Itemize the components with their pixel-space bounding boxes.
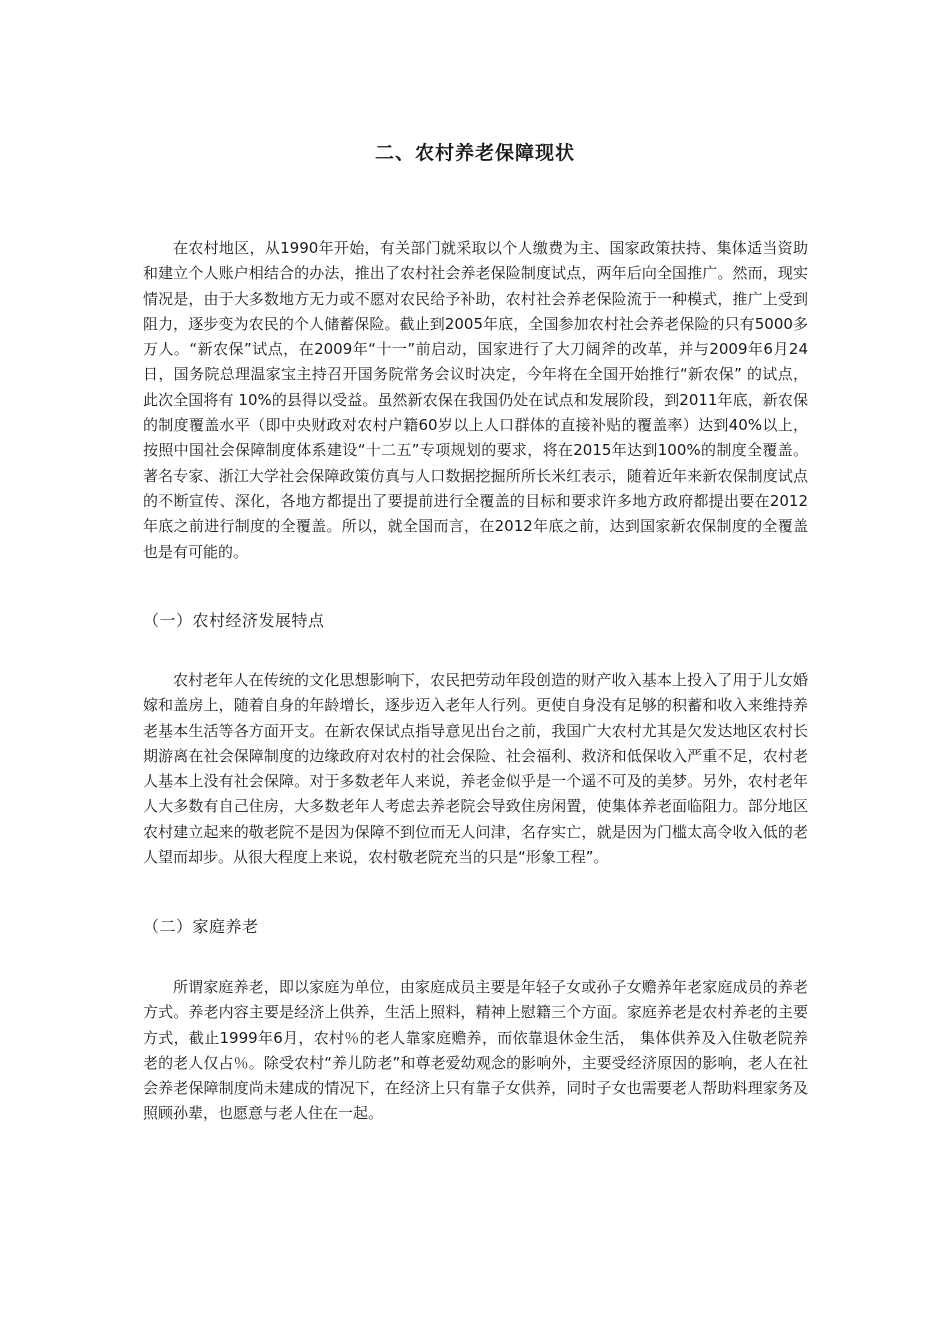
section-heading-family: （二）家庭养老 <box>143 917 259 936</box>
family-paragraph: 所谓家庭养老，即以家庭为单位，由家庭成员主要是年轻子女或孙子女赡养年老家庭成员的养老方式。养老内容主要是经济上供养，生活上照料，精神上慰籍三个方面。家庭养老是农村养老的主要方式，截止1999年6月，农村％的老人靠家庭赡养，而依靠退休金生活， 集体供养及入住敬老院养老的老人仅占％。除受农村“养儿防老”和尊老爱幼观念的影响外，主要受经济原因的影响，老人在社会养老保障制度尚未建成的情况下，在经济上只有靠子女供养，同时子女也需要老人帮助料理家务及照顾孙辈，也愿意与老人住在一起。 <box>143 978 808 1123</box>
economy-paragraph: 农村老年人在传统的文化思想影响下，农民把劳动年段创造的财产收入基本上投入了用于儿女婚嫁和盖房上，随着自身的年龄增长，逐步迈入老年人行列。更使自身没有足够的积蓄和收入来维持养老基本生活等各方面开支。在新农保试点指导意见出台之前，我国广大农村尤其是欠发达地区农村长期游离在社会保障制度的边缘政府对农村的社会保险、社会福利、救济和低保收入严重不足，农村老人基本上没有社会保障。对于多数老年人来说，养老金似乎是一个遥不可及的美梦。另外，农村老年人大多数有自己住房，大多数老年人考虑去养老院会导致住房闲置，使集体养老面临阻力。部分地区农村建立起来的敬老院不是因为保障不到位而无人问津，名存实亡，就是因为门槛太高令收入低的老人望而却步。从很大程度上来说，农村敬老院充当的只是“形象工程”。 <box>143 671 808 867</box>
intro-paragraph: 在农村地区，从1990年开始，有关部门就采取以个人缴费为主、国家政策扶持、集体适当资助和建立个人账户相结合的办法，推出了农村社会养老保险制度试点，两年后向全国推广。然而，现实情况是，由于大多数地方无力或不愿对农民给予补助，农村社会养老保险流于一种模式，推广上受到阻力，逐步变为农民的个人储蓄保险。截止到2005年底，全国参加农村社会养老保险的只有5000多万人。“新农保”试点，在2009年“十一”前启动，国家进行了大刀阔斧的改革，并与2009年6月24日，国务院总理温家宝主持召开国务院常务会议时决定，今年将在全国开始推行“新农保” 的试点，此次全国将有 10%的县得以受益。虽然新农保在我国仍处在试点和发展阶段，到2011年底，新农保的制度覆盖水平（即中央财政对农村户籍60岁以上人口群体的直接补贴的覆盖率）达到40%以上，按照中国社会保障制度体系建设“十二五”专项规划的要求，将在2015年达到100%的制度全覆盖。著名专家、浙江大学社会保障政策仿真与人口数据挖掘所所长米红表示，随着近年来新农保制度试点的不断宣传、深化，各地方都提出了要提前进行全覆盖的目标和要求许多地方政府都提出要在2012年底之前进行制度的全覆盖。所以，就全国而言，在2012年底之前，达到国家新农保制度的全覆盖也是有可能的。 <box>143 239 808 561</box>
section-heading-economy: （一）农村经济发展特点 <box>143 611 325 630</box>
page-title: 二、农村养老保障现状 <box>374 142 575 164</box>
